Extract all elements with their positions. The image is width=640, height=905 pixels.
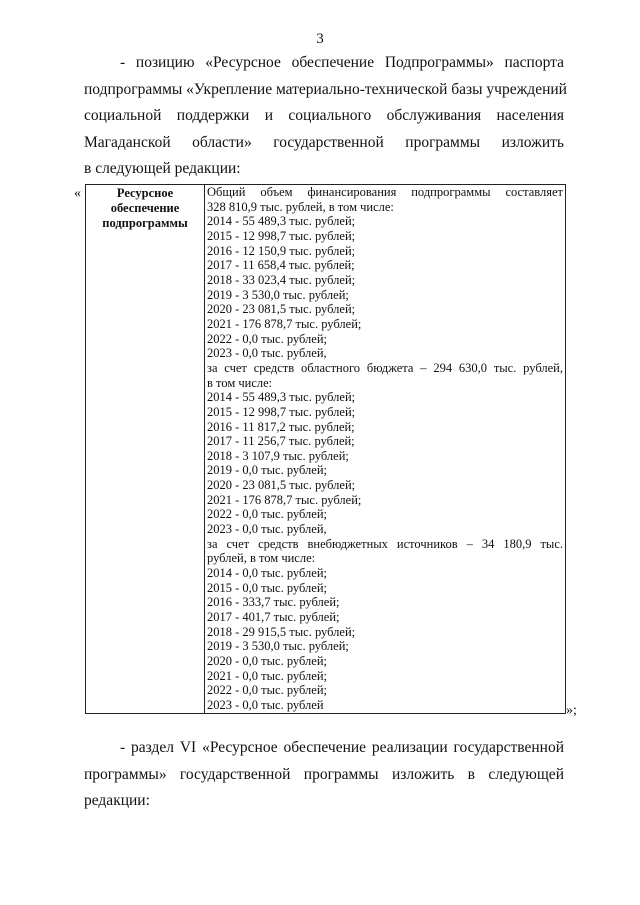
- funding-line: 2021 - 0,0 тыс. рублей;: [207, 668, 327, 683]
- funding-line: 2023 - 0,0 тыс. рублей,: [207, 346, 327, 361]
- passport-label-cell: [86, 185, 205, 714]
- funding-line: 2016 - 333,7 тыс. рублей;: [207, 595, 340, 610]
- funding-line: за счет средств областного бюджета – 294 630,0 тыс. рублей,: [207, 360, 563, 375]
- funding-line: 2021 - 176 878,7 тыс. рублей;: [207, 492, 362, 507]
- intro-line: подпрограммы «Укрепление материально-технической базы учреждений: [84, 80, 567, 98]
- funding-line: 2023 - 0,0 тыс. рублей,: [207, 522, 327, 537]
- label-line: Ресурсное: [116, 186, 174, 200]
- label-line: подпрограммы: [102, 216, 188, 230]
- closing-quote: »;: [566, 703, 577, 718]
- page-number: 3: [316, 31, 324, 47]
- funding-line: 2016 - 12 150,9 тыс. рублей;: [207, 243, 356, 258]
- outro-line: программы» государственной программы изложить в следующей: [84, 765, 564, 783]
- funding-line: 2022 - 0,0 тыс. рублей;: [207, 683, 327, 698]
- funding-line: 2019 - 3 530,0 тыс. рублей;: [207, 287, 349, 302]
- funding-line: 2017 - 11 658,4 тыс. рублей;: [207, 258, 355, 273]
- label-line: обеспечение: [110, 201, 180, 215]
- intro-line: социальной поддержки и социального обслуживания населения: [84, 107, 564, 124]
- funding-line: 2022 - 0,0 тыс. рублей;: [207, 331, 327, 346]
- passport-row: [86, 185, 566, 714]
- funding-line: 2019 - 0,0 тыс. рублей;: [207, 463, 327, 478]
- opening-quote: «: [74, 186, 81, 201]
- funding-line: 2017 - 11 256,7 тыс. рублей;: [207, 434, 355, 449]
- funding-line: 2023 - 0,0 тыс. рублей: [207, 697, 324, 712]
- funding-line: 2015 - 0,0 тыс. рублей;: [207, 580, 327, 595]
- intro-line: Магаданской области» государственной программы изложить: [84, 133, 564, 151]
- funding-line: 2021 - 176 878,7 тыс. рублей;: [207, 316, 362, 331]
- intro-line: - позицию «Ресурсное обеспечение Подпрограммы» паспорта: [120, 54, 564, 71]
- passport-content-cell: [205, 185, 566, 714]
- funding-line: 2014 - 0,0 тыс. рублей;: [207, 566, 327, 581]
- funding-line: 2020 - 23 081,5 тыс. рублей;: [207, 302, 356, 317]
- outro-line: - раздел VI «Ресурсное обеспечение реализации государственной: [120, 739, 564, 756]
- funding-line: 2015 - 12 998,7 тыс. рублей;: [207, 228, 356, 243]
- outro-paragraph: [84, 735, 564, 815]
- funding-line: в том числе:: [207, 375, 273, 390]
- funding-line: Общий объем финансирования подпрограммы составляет: [207, 185, 563, 199]
- funding-line: 2020 - 23 081,5 тыс. рублей;: [207, 478, 356, 493]
- funding-line: 328 810,9 тыс. рублей, в том числе:: [207, 199, 394, 214]
- funding-line: 2018 - 33 023,4 тыс. рублей;: [207, 272, 356, 287]
- funding-line: 2018 - 3 107,9 тыс. рублей;: [207, 448, 349, 463]
- funding-line: 2018 - 29 915,5 тыс. рублей;: [207, 624, 356, 639]
- funding-line: рублей, в том числе:: [207, 551, 316, 566]
- funding-line: 2017 - 401,7 тыс. рублей;: [207, 610, 340, 625]
- funding-line: 2014 - 55 489,3 тыс. рублей;: [207, 390, 356, 405]
- funding-line: 2015 - 12 998,7 тыс. рублей;: [207, 404, 356, 419]
- funding-line: за счет средств внебюджетных источников – 34 180,9 тыс.: [207, 536, 563, 551]
- funding-line: 2022 - 0,0 тыс. рублей;: [207, 507, 327, 522]
- funding-line: 2019 - 3 530,0 тыс. рублей;: [207, 639, 349, 654]
- outro-line: редакции:: [84, 792, 150, 809]
- funding-line: 2016 - 11 817,2 тыс. рублей;: [207, 419, 355, 434]
- funding-line: 2020 - 0,0 тыс. рублей;: [207, 654, 327, 668]
- intro-paragraph: [84, 50, 567, 183]
- intro-line: в следующей редакции:: [84, 160, 241, 177]
- funding-line: 2014 - 55 489,3 тыс. рублей;: [207, 214, 356, 229]
- passport-table: [85, 184, 566, 714]
